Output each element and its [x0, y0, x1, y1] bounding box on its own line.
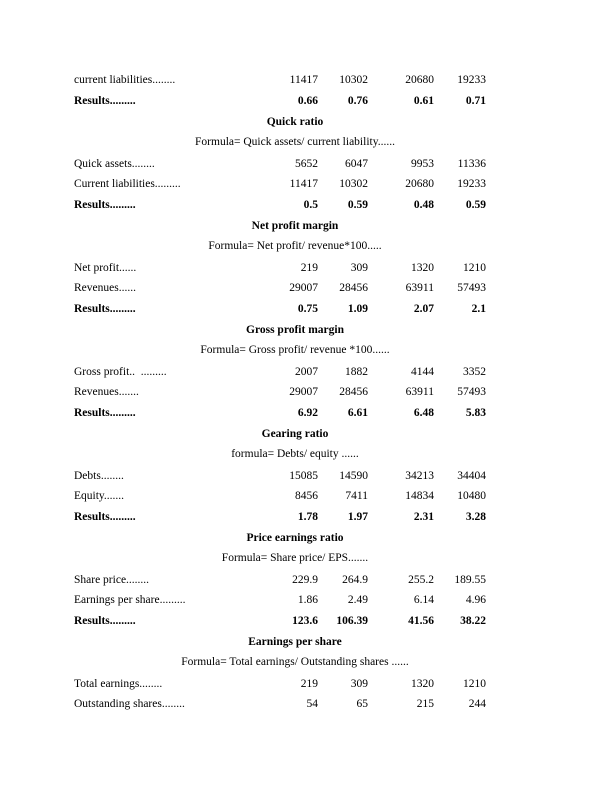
table-row: [74, 465, 516, 486]
row-value: 63911: [405, 282, 434, 295]
row-value: 10302: [339, 178, 368, 191]
table-row: [74, 569, 516, 590]
row-label: Results.........: [74, 407, 136, 420]
row-value: 106.39: [336, 615, 368, 628]
formula-line: Formula= Quick assets/ current liability......: [195, 136, 395, 149]
row-value: 3.28: [465, 511, 486, 524]
formula-line: Formula= Share price/ EPS.......: [221, 552, 369, 565]
formula-line: formula= Debts/ equity ......: [231, 448, 359, 461]
row-value: 15085: [289, 469, 318, 482]
results-row: [74, 91, 516, 112]
row-value: 2.07: [413, 303, 434, 316]
row-label: Debts........: [74, 469, 124, 482]
row-label: Results.........: [74, 615, 136, 628]
row-value: 11417: [289, 74, 318, 87]
row-value: 1882: [345, 365, 368, 378]
row-value: 1.78: [297, 511, 318, 524]
row-value: 1.86: [297, 594, 318, 607]
row-label: Total earnings........: [74, 677, 163, 690]
row-value: 14834: [405, 490, 434, 503]
row-value: 309: [350, 261, 368, 274]
row-label: Results.........: [74, 95, 136, 108]
row-value: 264.9: [342, 573, 368, 586]
table-row: [74, 153, 516, 174]
row-label: Revenues......: [74, 282, 136, 295]
row-value: 0.61: [413, 95, 434, 108]
row-value: 309: [350, 677, 368, 690]
formula-line: Formula= Net profit/ revenue*100.....: [208, 240, 382, 253]
row-label: Results.........: [74, 199, 136, 212]
row-value: 123.6: [292, 615, 318, 628]
row-label: Current liabilities.........: [74, 178, 181, 191]
results-row: [74, 403, 516, 424]
row-value: 0.48: [413, 199, 434, 212]
row-value: 10480: [457, 490, 486, 503]
row-label: Gross profit.. .........: [74, 365, 167, 378]
row-value: 8456: [295, 490, 318, 503]
row-value: 2.31: [413, 511, 434, 524]
table-row: [74, 590, 516, 611]
table-row: [74, 486, 516, 507]
section-heading: Gross profit margin: [246, 323, 344, 336]
section-heading: Price earnings ratio: [246, 531, 344, 544]
row-value: 11336: [457, 157, 486, 170]
row-label: current liabilities........: [74, 74, 176, 87]
row-value: 2.1: [471, 303, 486, 316]
row-value: 1320: [411, 677, 434, 690]
table-row: [74, 673, 516, 694]
section-heading: Net profit margin: [251, 219, 339, 232]
row-value: 1210: [463, 261, 486, 274]
row-value: 14590: [339, 469, 368, 482]
table-row: [74, 257, 516, 278]
row-value: 5652: [295, 157, 318, 170]
row-value: 0.59: [465, 199, 486, 212]
row-label: Results.........: [74, 511, 136, 524]
row-label: Results.........: [74, 303, 136, 316]
row-value: 219: [300, 677, 318, 690]
formula-line: Formula= Gross profit/ revenue *100......: [200, 344, 390, 357]
row-value: 0.71: [465, 95, 486, 108]
row-value: 6.61: [347, 407, 368, 420]
table-row: [74, 278, 516, 299]
section-heading: Earnings per share: [248, 635, 342, 648]
row-label: Earnings per share.........: [74, 594, 186, 607]
section-heading: Gearing ratio: [261, 427, 329, 440]
row-value: 2.49: [347, 594, 368, 607]
row-value: 1320: [411, 261, 434, 274]
row-value: 57493: [457, 386, 486, 399]
row-value: 7411: [345, 490, 368, 503]
row-label: Net profit......: [74, 261, 137, 274]
row-value: 34213: [405, 469, 434, 482]
row-value: 4.96: [465, 594, 486, 607]
ratio-table: [74, 70, 516, 715]
results-row: [74, 299, 516, 320]
row-value: 215: [416, 698, 434, 711]
table-row: [74, 361, 516, 382]
row-value: 189.55: [454, 573, 486, 586]
row-label: Quick assets........: [74, 157, 155, 170]
row-value: 10302: [339, 74, 368, 87]
table-row: [74, 382, 516, 403]
row-value: 20680: [405, 74, 434, 87]
row-value: 0.75: [297, 303, 318, 316]
row-value: 29007: [289, 282, 318, 295]
table-row: [74, 694, 516, 715]
row-value: 29007: [289, 386, 318, 399]
row-value: 19233: [457, 178, 486, 191]
row-value: 219: [300, 261, 318, 274]
row-value: 11417: [289, 178, 318, 191]
row-value: 63911: [405, 386, 434, 399]
results-row: [74, 507, 516, 528]
row-value: 28456: [339, 386, 368, 399]
row-label: Share price........: [74, 573, 150, 586]
row-value: 54: [306, 698, 318, 711]
section-heading: Quick ratio: [266, 115, 324, 128]
row-value: 3352: [463, 365, 486, 378]
row-value: 6.92: [297, 407, 318, 420]
row-value: 65: [356, 698, 368, 711]
row-value: 0.5: [303, 199, 318, 212]
results-row: [74, 611, 516, 632]
row-value: 38.22: [460, 615, 486, 628]
row-value: 9953: [411, 157, 434, 170]
row-value: 2007: [295, 365, 318, 378]
row-value: 41.56: [408, 615, 434, 628]
row-value: 6.48: [413, 407, 434, 420]
row-value: 244: [468, 698, 486, 711]
row-value: 19233: [457, 74, 486, 87]
row-value: 0.66: [297, 95, 318, 108]
row-value: 6.14: [413, 594, 434, 607]
row-value: 0.76: [347, 95, 368, 108]
row-value: 20680: [405, 178, 434, 191]
row-value: 5.83: [465, 407, 486, 420]
row-value: 229.9: [292, 573, 318, 586]
row-value: 28456: [339, 282, 368, 295]
row-value: 34404: [457, 469, 486, 482]
row-value: 1.97: [347, 511, 368, 524]
row-value: 1210: [463, 677, 486, 690]
results-row: [74, 195, 516, 216]
row-value: 4144: [411, 365, 434, 378]
row-label: Equity.......: [74, 490, 125, 503]
row-label: Revenues.......: [74, 386, 139, 399]
table-row: [74, 70, 516, 91]
formula-line: Formula= Total earnings/ Outstanding shares ......: [181, 656, 409, 669]
row-value: 255.2: [408, 573, 434, 586]
table-row: [74, 174, 516, 195]
row-value: 57493: [457, 282, 486, 295]
row-value: 6047: [345, 157, 368, 170]
row-value: 0.59: [347, 199, 368, 212]
row-value: 1.09: [347, 303, 368, 316]
row-label: Outstanding shares........: [74, 698, 185, 711]
